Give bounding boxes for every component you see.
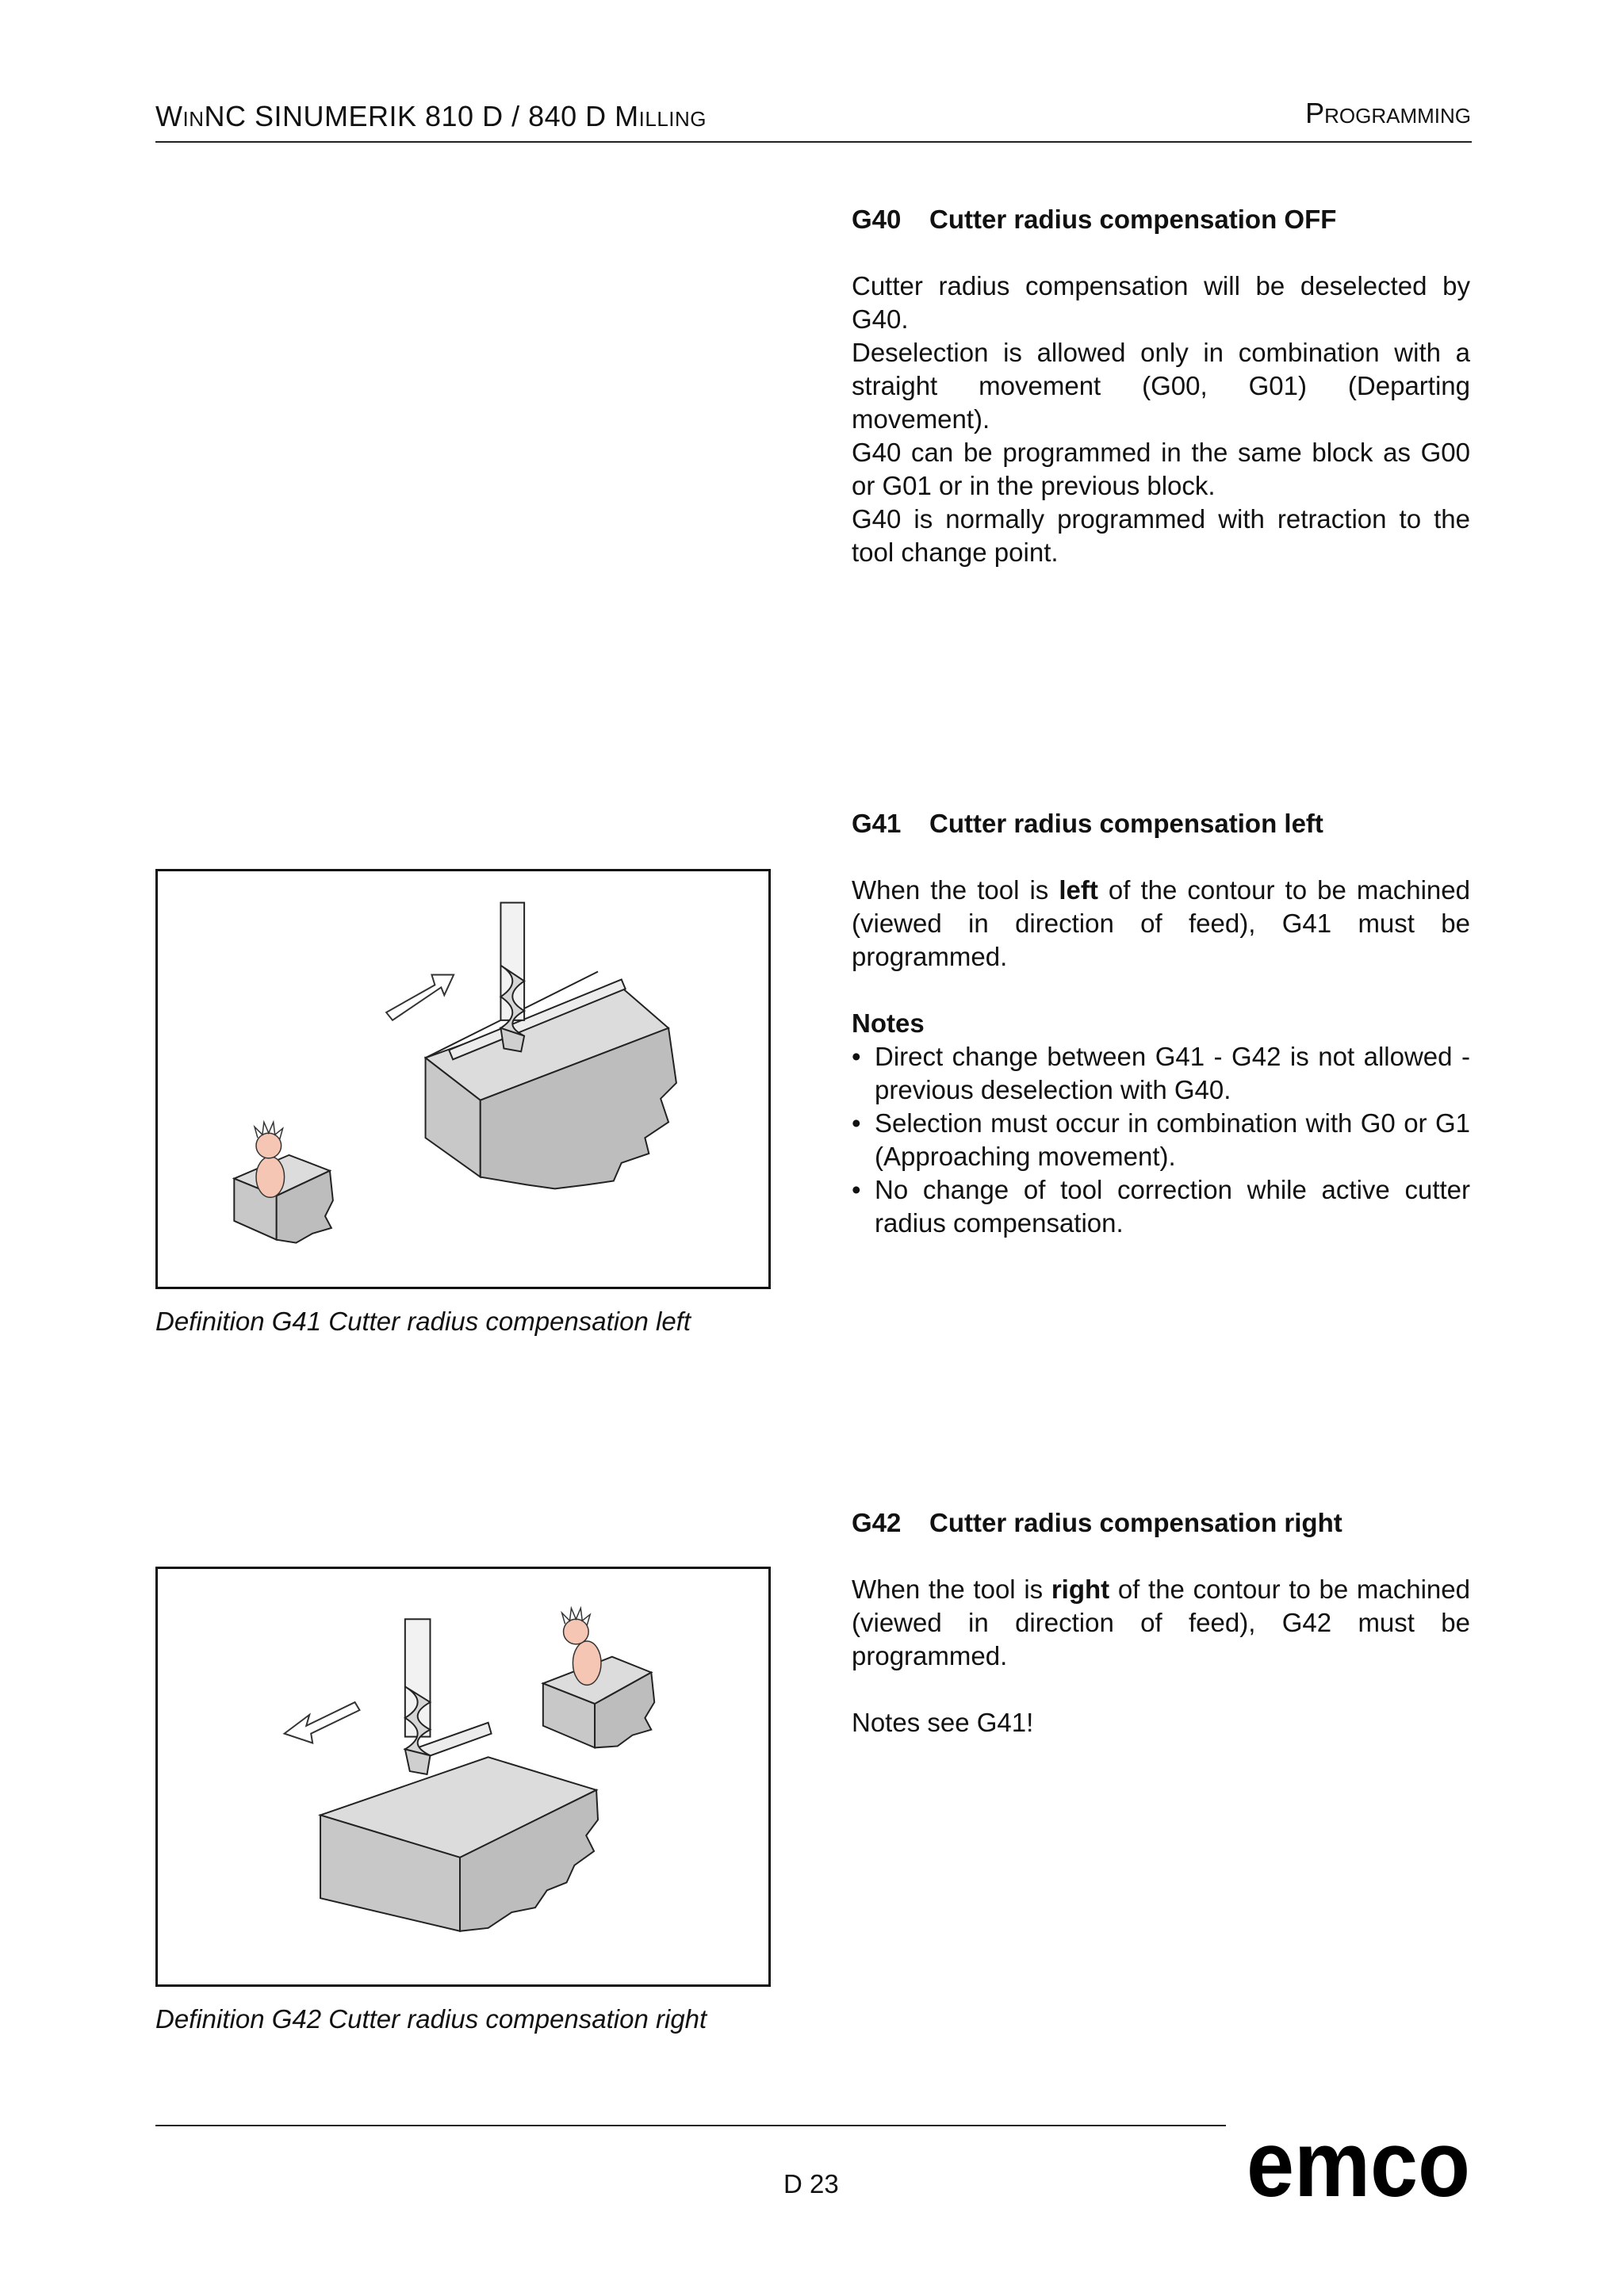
feed-direction-arrow-icon [386, 975, 454, 1020]
footer-rule [155, 2125, 1226, 2126]
header-rule [155, 141, 1472, 143]
notes-title: Notes [852, 1008, 925, 1038]
workpiece-block [320, 1723, 598, 1931]
g40-paragraph: Deselection is allowed only in combination with a straight movement (G00, G01) (Departing movement). [852, 338, 1470, 434]
g41-title: Cutter radius compensation left [929, 809, 1323, 838]
g42-text: of the contour to be machined (viewed in direction of feed), G42 must be programmed. [852, 1575, 1470, 1670]
g42-figure [155, 1567, 771, 1987]
header-section-part: P [1305, 97, 1325, 129]
logo-text: emco [1247, 2126, 1470, 2202]
g42-code: G42 [852, 1508, 902, 1537]
header-section-part: ROGRAMMING [1324, 104, 1471, 128]
note-item: • Selection must occur in combination with G0 or G1 (Approaching movement). [852, 1107, 1470, 1173]
header-title-part: ILLING [638, 107, 707, 131]
g42-description [852, 1573, 1470, 1673]
header-title-part: IN [182, 107, 205, 131]
g41-code: G41 [852, 809, 902, 838]
g42-illustration [158, 1569, 768, 1984]
workpiece-block [426, 972, 676, 1189]
feed-direction-arrow-icon [285, 1702, 360, 1743]
header-title-part: W [155, 100, 183, 132]
g40-paragraph: G40 can be programmed in the same block as G00 or G01 or in the previous block. [852, 438, 1470, 500]
g41-figure [155, 869, 771, 1289]
g42-text: When the tool is [852, 1575, 1051, 1604]
g40-paragraph: G40 is normally programmed with retraction to the tool change point. [852, 504, 1470, 567]
header-title-part: NC SINUMERIK 810 D / 840 D M [204, 100, 639, 132]
g40-section [852, 203, 1470, 569]
header-section [1305, 97, 1471, 130]
g41-text: of the contour to be machined (viewed in direction of feed), G41 must be programmed. [852, 875, 1470, 971]
g42-heading [852, 1506, 1470, 1540]
g41-caption: Definition G41 Cutter radius compensation left [155, 1307, 691, 1336]
g41-text-bold: left [1059, 875, 1098, 905]
g40-title: Cutter radius compensation OFF [929, 205, 1337, 234]
g41-description [852, 874, 1470, 974]
note-item: • No change of tool correction while active cutter radius compensation. [852, 1173, 1470, 1240]
g40-paragraph: Cutter radius compensation will be deselected by G40. [852, 271, 1470, 334]
g40-code: G40 [852, 205, 902, 234]
g42-title: Cutter radius compensation right [929, 1508, 1342, 1537]
note-item: • Direct change between G41 - G42 is not allowed - previous deselection with G40. [852, 1040, 1470, 1107]
notes-list [852, 1040, 1470, 1240]
g41-illustration [158, 871, 768, 1287]
page-number: D 23 [783, 2169, 839, 2198]
g42-text-bold: right [1051, 1575, 1110, 1604]
g41-text: When the tool is [852, 875, 1059, 905]
g42-caption: Definition G42 Cutter radius compensation right [155, 2004, 707, 2034]
g41-section [852, 807, 1470, 1240]
g41-heading [852, 807, 1470, 840]
g42-section [852, 1506, 1470, 1739]
g42-notes-reference: Notes see G41! [852, 1708, 1034, 1737]
emco-logo [1245, 2126, 1472, 2202]
header-title [155, 100, 707, 133]
g40-heading [852, 203, 1470, 236]
